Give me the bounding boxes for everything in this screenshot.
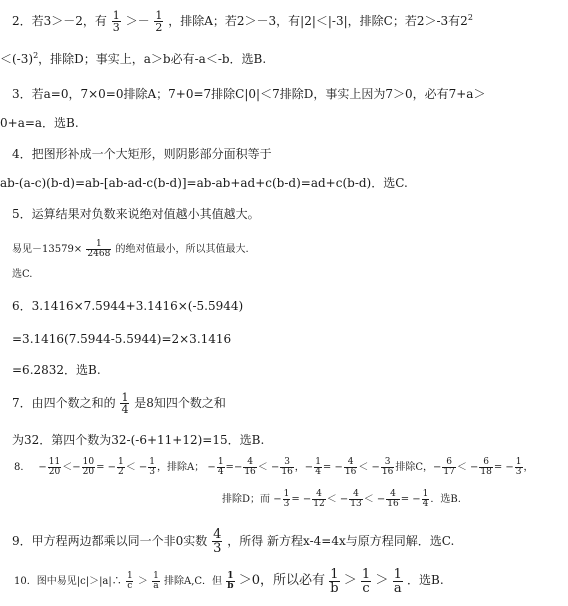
numerator: 1	[227, 571, 234, 581]
text: ＞－	[125, 14, 150, 28]
fraction	[442, 458, 455, 477]
numerator: 4	[213, 527, 222, 542]
text: ．选B.	[407, 573, 444, 587]
text: 10．图中易见|c|＞|a|∴	[14, 576, 122, 587]
denominator: 16	[344, 467, 357, 477]
text: 4．把图形补成一个大矩形，则阴影部分面积等于	[12, 147, 272, 161]
fraction	[422, 490, 430, 509]
numerator: 11	[48, 457, 61, 467]
fraction	[515, 458, 523, 477]
numerator: 3	[284, 457, 290, 467]
problem-10-line	[14, 568, 444, 595]
text: 9．甲方程两边都乘以同一个非0实数	[12, 534, 208, 548]
numerator: 1	[112, 9, 120, 22]
denominator: b	[330, 581, 339, 596]
operator: 排除C，−	[395, 462, 442, 473]
text: ＞	[343, 573, 357, 588]
fraction	[48, 458, 61, 477]
fraction	[152, 572, 160, 591]
fraction	[226, 572, 234, 591]
denominator: 4	[315, 467, 321, 477]
minus-sign: −	[72, 462, 81, 473]
text: 是8知四个数之和	[134, 396, 226, 410]
denominator: 4	[121, 403, 129, 416]
operator: ＜ −	[326, 494, 349, 505]
problem-5-line-1	[12, 208, 260, 220]
problem-3-line-2	[0, 117, 79, 129]
denominator: 13	[350, 499, 362, 509]
problem-6-line-3	[12, 364, 101, 376]
fraction	[82, 458, 95, 477]
numerator: 4	[316, 489, 322, 499]
text: 6．3.1416×7.5944+3.1416×(-5.5944)	[12, 299, 244, 313]
problem-8-line-1	[14, 458, 534, 477]
problem-5-line-3	[12, 270, 32, 280]
operator: ＜	[62, 462, 73, 473]
denominator: 20	[48, 467, 61, 477]
fraction	[479, 458, 492, 477]
numerator: 1	[283, 489, 290, 499]
text: 易见－13579×	[12, 244, 83, 255]
numerator: 4	[353, 489, 359, 499]
text: ，排除A；若2＞－3，有|2|＜|-3|，排除C；若2＞-3有2	[168, 14, 468, 28]
operator: = −	[291, 494, 312, 505]
text: ＜(-3)	[0, 52, 34, 66]
operator: ＜ −	[358, 462, 380, 473]
numerator: 6	[446, 457, 452, 467]
numerator: 1	[118, 457, 124, 467]
operator: ．选B.	[430, 494, 461, 505]
text: ＞	[137, 576, 148, 587]
denominator: 3	[149, 467, 156, 477]
denominator: c	[127, 581, 133, 591]
problem-2-line-1	[12, 10, 473, 33]
denominator: a	[393, 581, 402, 596]
problem-7-line-1	[12, 392, 226, 415]
fraction	[120, 392, 129, 415]
denominator: 18	[480, 467, 492, 477]
numerator: 3	[384, 457, 391, 467]
numerator: 4	[390, 489, 396, 499]
text: 3．若a=0，7×0=0排除A；7+0=7排除C|0|＜7排除D，事实上因为7＞0，必有7+a＞	[12, 87, 486, 101]
numerator: 1	[121, 391, 129, 404]
numerator: 1	[393, 567, 402, 582]
numerator: 1	[422, 489, 429, 499]
denominator: 4	[422, 499, 429, 509]
text: =6.2832．选B.	[12, 363, 101, 377]
minus-sign: −	[233, 462, 243, 473]
operator: ＜ −	[125, 462, 148, 473]
numerator: 1	[330, 567, 339, 582]
denominator: 3	[283, 499, 290, 509]
fraction	[243, 458, 256, 477]
fraction	[126, 572, 134, 591]
fraction	[117, 458, 125, 477]
minus-sign: −	[38, 462, 47, 473]
problem-6-line-1	[12, 300, 243, 312]
numerator: 1	[315, 457, 321, 467]
numerator: 1	[149, 457, 156, 467]
numerator: 4	[247, 457, 253, 467]
numerator: 1	[153, 571, 159, 581]
numerator: 1	[217, 457, 224, 467]
text: ab-(a-c)(b-d)=ab-[ab-ad-c(b-d)]=ab-ab+ad+c(b-d)=ad+c(b-d)．选C.	[0, 176, 408, 190]
fraction	[314, 458, 322, 477]
operator: = −	[96, 462, 116, 473]
denominator: 12	[313, 499, 325, 509]
operator: 排除D；而 −	[222, 494, 282, 505]
numerator: 4	[347, 457, 354, 467]
numerator: 1	[95, 239, 102, 249]
fraction	[381, 458, 394, 477]
denominator: 3	[112, 21, 120, 34]
fraction	[312, 490, 325, 509]
problem-5-line-2	[12, 240, 249, 259]
denominator: 16	[281, 467, 293, 477]
superscript: 2	[33, 51, 39, 60]
denominator: 16	[387, 499, 399, 509]
text: ＞0，所以必有	[238, 573, 325, 588]
fraction	[154, 10, 163, 33]
denominator: 3	[213, 541, 222, 556]
denominator: 4	[217, 467, 224, 477]
fraction	[212, 528, 222, 555]
fraction	[148, 458, 156, 477]
denominator: 16	[244, 467, 256, 477]
text: ，所得 新方程x-4=4x与原方程同解．选C.	[227, 534, 455, 548]
problem-6-line-2	[12, 333, 231, 345]
problem-8-line-2	[222, 490, 461, 509]
operator: =	[225, 462, 234, 473]
fraction	[280, 458, 293, 477]
text: 2．若3＞－2，有	[12, 14, 107, 28]
operator: = −	[322, 462, 343, 473]
denominator: 20	[82, 467, 95, 477]
denominator: 3	[515, 467, 522, 477]
text: 0+a=a．选B.	[0, 116, 79, 130]
text: ＞	[375, 573, 389, 588]
problem-4-line-2	[0, 177, 408, 189]
operator: ＜ −	[456, 462, 479, 473]
operator: = −	[493, 462, 514, 473]
numerator: 6	[483, 457, 489, 467]
text: 选C.	[12, 269, 33, 280]
denominator: 2468	[87, 249, 111, 259]
fraction	[283, 490, 291, 509]
operator: = −	[400, 494, 421, 505]
problem-9-line	[12, 528, 454, 555]
fraction	[329, 568, 339, 595]
fraction	[344, 458, 357, 477]
denominator: a	[153, 581, 159, 591]
text: 排除A,C．但	[163, 576, 223, 587]
text: 7．由四个数之和的	[12, 396, 116, 410]
denominator: b	[227, 581, 234, 591]
numerator: 1	[126, 571, 133, 581]
operator: ＜ −	[257, 462, 280, 473]
fraction	[386, 490, 399, 509]
denominator: 2	[155, 21, 163, 34]
fraction	[349, 490, 362, 509]
problem-4-line-1	[12, 148, 272, 160]
operator: ＜ −	[363, 494, 386, 505]
text: 5．运算结果对负数来说绝对值越小其值越大。	[12, 207, 260, 221]
text: =3.1416(7.5944-5.5944)=2×3.1416	[12, 332, 232, 346]
denominator: c	[362, 581, 370, 596]
fraction	[393, 568, 403, 595]
problem-2-line-2	[0, 52, 266, 65]
text: 的绝对值最小，所以其值最大.	[115, 244, 249, 255]
operator: ，−	[294, 462, 314, 473]
denominator: 2	[118, 467, 124, 477]
numerator: 1	[361, 567, 371, 582]
numerator: 1	[515, 457, 522, 467]
denominator: 16	[381, 467, 394, 477]
superscript: 2	[467, 13, 473, 22]
text: 为32．第四个数为32-(-6+11+12)=15．选B.	[12, 433, 265, 447]
denominator: 17	[443, 467, 455, 477]
numerator: 1	[155, 9, 163, 22]
numerator: 10	[82, 457, 95, 467]
fraction	[112, 10, 121, 33]
fraction	[217, 458, 225, 477]
text: ，排除D；事实上，a＞b必有-a＜-b．选B.	[38, 52, 267, 66]
fraction	[86, 240, 111, 259]
problem-3-line-1	[12, 88, 485, 100]
fraction	[361, 568, 371, 595]
operator: ，	[523, 462, 534, 473]
operator: ，排除A； −	[157, 462, 216, 473]
problem-number: 8．	[14, 462, 31, 473]
problem-7-line-2	[12, 434, 264, 446]
